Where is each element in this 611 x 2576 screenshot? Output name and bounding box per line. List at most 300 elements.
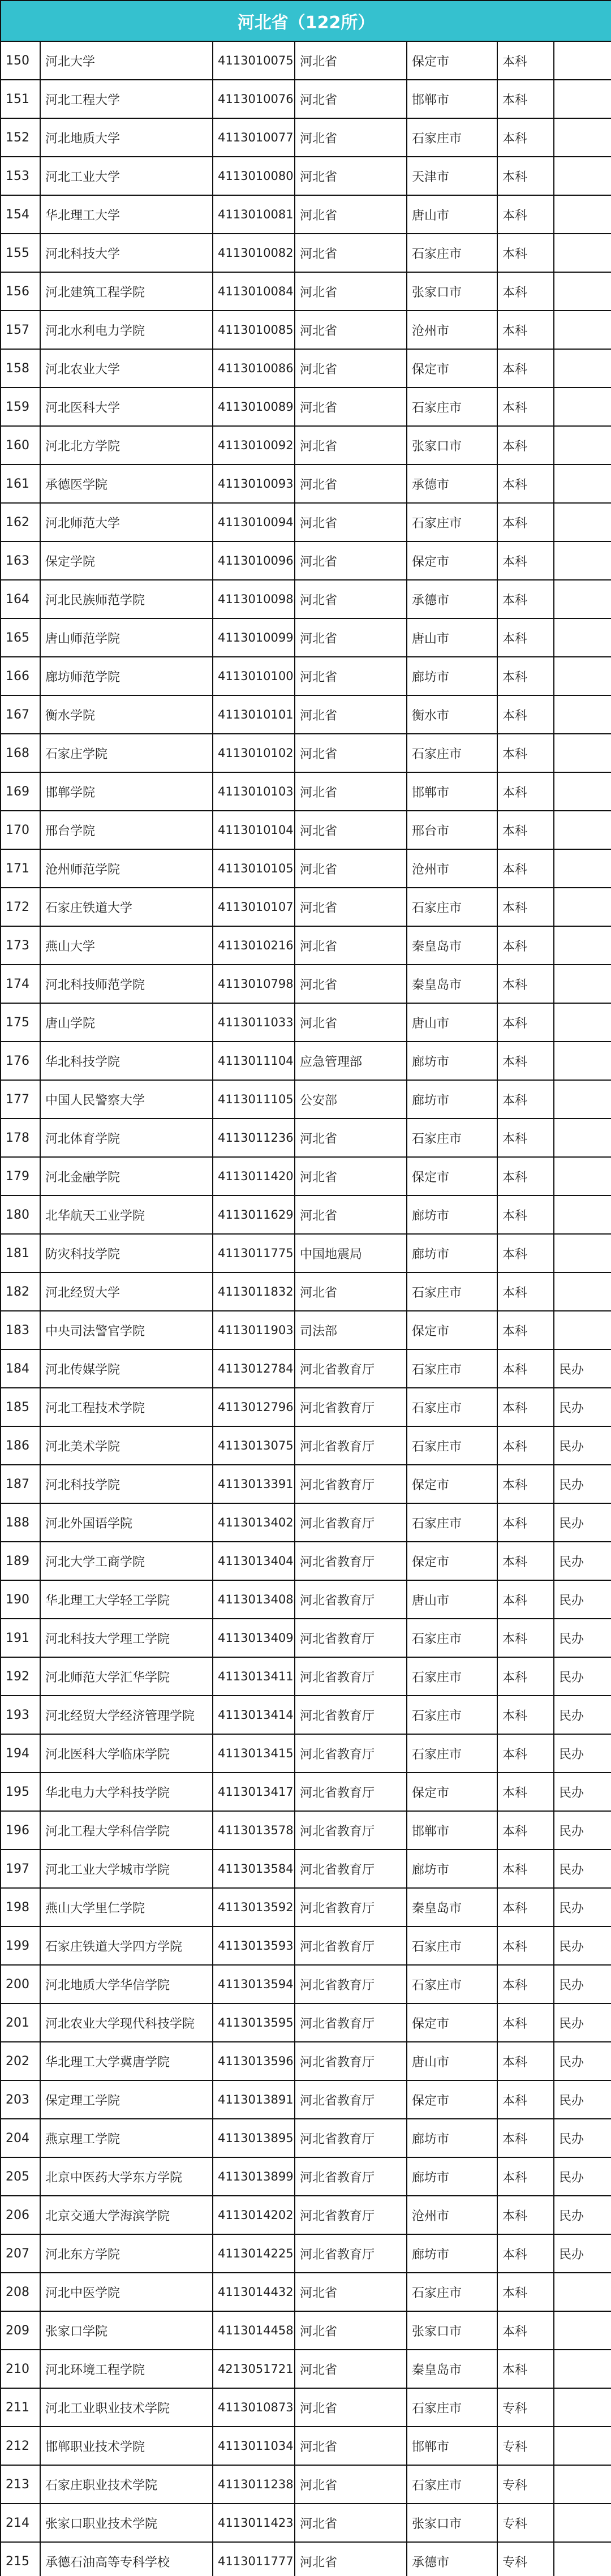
authority-cell: 河北省教育厅 xyxy=(295,1580,407,1619)
row-number-cell: 198 xyxy=(1,1888,40,1926)
school-code-cell: 4113011777 xyxy=(213,2542,295,2576)
level-cell: 本科 xyxy=(497,2119,554,2157)
remark-cell xyxy=(554,541,611,580)
authority-cell: 河北省教育厅 xyxy=(295,1696,407,1734)
table-row xyxy=(1,1773,611,1811)
authority-cell: 河北省教育厅 xyxy=(295,2042,407,2080)
remark-cell: 民办 xyxy=(554,1657,611,1696)
city-cell: 张家口市 xyxy=(407,2504,497,2542)
row-number-cell: 170 xyxy=(1,811,40,849)
city-cell: 廊坊市 xyxy=(407,2119,497,2157)
city-cell: 唐山市 xyxy=(407,1003,497,1042)
school-code-cell: 4113010102 xyxy=(213,734,295,772)
level-cell: 本科 xyxy=(497,657,554,695)
level-cell: 本科 xyxy=(497,1080,554,1119)
row-number-cell: 188 xyxy=(1,1503,40,1542)
school-name-cell: 张家口职业技术学院 xyxy=(40,2504,213,2542)
city-cell: 保定市 xyxy=(407,41,497,80)
city-cell: 沧州市 xyxy=(407,311,497,349)
authority-cell: 河北省 xyxy=(295,195,407,234)
authority-cell: 河北省教育厅 xyxy=(295,1888,407,1926)
school-code-cell: 4113013596 xyxy=(213,2042,295,2080)
authority-cell: 公安部 xyxy=(295,1080,407,1119)
city-cell: 唐山市 xyxy=(407,618,497,657)
authority-cell: 河北省 xyxy=(295,234,407,272)
table-row xyxy=(1,157,611,195)
row-number-cell: 167 xyxy=(1,695,40,734)
table-row xyxy=(1,41,611,80)
school-name-cell: 沧州师范学院 xyxy=(40,849,213,888)
level-cell: 本科 xyxy=(497,2234,554,2273)
city-cell: 唐山市 xyxy=(407,195,497,234)
table-row xyxy=(1,1965,611,2003)
authority-cell: 河北省 xyxy=(295,1195,407,1234)
table-row xyxy=(1,1542,611,1580)
city-cell: 唐山市 xyxy=(407,2042,497,2080)
table-row xyxy=(1,2003,611,2042)
city-cell: 石家庄市 xyxy=(407,388,497,426)
level-cell: 本科 xyxy=(497,388,554,426)
city-cell: 石家庄市 xyxy=(407,1734,497,1773)
school-code-cell: 4113010089 xyxy=(213,388,295,426)
city-cell: 张家口市 xyxy=(407,426,497,465)
remark-cell xyxy=(554,695,611,734)
remark-cell: 民办 xyxy=(554,1926,611,1965)
remark-cell: 民办 xyxy=(554,1542,611,1580)
authority-cell: 河北省 xyxy=(295,2465,407,2504)
authority-cell: 河北省 xyxy=(295,734,407,772)
remark-cell xyxy=(554,849,611,888)
table-row xyxy=(1,2311,611,2350)
row-number-cell: 215 xyxy=(1,2542,40,2576)
remark-cell xyxy=(554,2311,611,2350)
level-cell: 本科 xyxy=(497,1811,554,1850)
school-name-cell: 保定理工学院 xyxy=(40,2080,213,2119)
authority-cell: 河北省 xyxy=(295,2311,407,2350)
remark-cell xyxy=(554,426,611,465)
remark-cell: 民办 xyxy=(554,1850,611,1888)
school-code-cell: 4213051721 xyxy=(213,2350,295,2388)
city-cell: 石家庄市 xyxy=(407,503,497,541)
authority-cell: 河北省教育厅 xyxy=(295,2003,407,2042)
remark-cell: 民办 xyxy=(554,1773,611,1811)
remark-cell: 民办 xyxy=(554,1696,611,1734)
level-cell: 本科 xyxy=(497,1619,554,1657)
school-code-cell: 4113011423 xyxy=(213,2504,295,2542)
row-number-cell: 154 xyxy=(1,195,40,234)
level-cell: 本科 xyxy=(497,1580,554,1619)
city-cell: 张家口市 xyxy=(407,272,497,311)
school-name-cell: 邢台学院 xyxy=(40,811,213,849)
level-cell: 本科 xyxy=(497,157,554,195)
school-name-cell: 衡水学院 xyxy=(40,695,213,734)
school-name-cell: 北京交通大学海滨学院 xyxy=(40,2196,213,2234)
school-code-cell: 4113010092 xyxy=(213,426,295,465)
school-code-cell: 4113014202 xyxy=(213,2196,295,2234)
school-name-cell: 中国人民警察大学 xyxy=(40,1080,213,1119)
table-row xyxy=(1,1349,611,1388)
table-row xyxy=(1,1580,611,1619)
table-row xyxy=(1,1080,611,1119)
level-cell: 本科 xyxy=(497,1426,554,1465)
school-name-cell: 河北中医学院 xyxy=(40,2273,213,2311)
table-row xyxy=(1,2042,611,2080)
remark-cell: 民办 xyxy=(554,1388,611,1426)
level-cell: 本科 xyxy=(497,311,554,349)
table-row xyxy=(1,272,611,311)
authority-cell: 河北省 xyxy=(295,695,407,734)
school-name-cell: 燕山大学里仁学院 xyxy=(40,1888,213,1926)
remark-cell: 民办 xyxy=(554,2234,611,2273)
city-cell: 保定市 xyxy=(407,349,497,388)
level-cell: 本科 xyxy=(497,1465,554,1503)
city-cell: 保定市 xyxy=(407,1542,497,1580)
authority-cell: 河北省 xyxy=(295,2542,407,2576)
school-name-cell: 河北地质大学 xyxy=(40,118,213,157)
school-name-cell: 廊坊师范学院 xyxy=(40,657,213,695)
row-number-cell: 164 xyxy=(1,580,40,618)
school-name-cell: 河北大学 xyxy=(40,41,213,80)
authority-cell: 河北省 xyxy=(295,888,407,926)
remark-cell xyxy=(554,1003,611,1042)
school-code-cell: 4113013408 xyxy=(213,1580,295,1619)
city-cell: 石家庄市 xyxy=(407,118,497,157)
row-number-cell: 213 xyxy=(1,2465,40,2504)
school-name-cell: 北京中医药大学东方学院 xyxy=(40,2157,213,2196)
level-cell: 专科 xyxy=(497,2427,554,2465)
table-row xyxy=(1,1426,611,1465)
school-code-cell: 4113013411 xyxy=(213,1657,295,1696)
authority-cell: 河北省教育厅 xyxy=(295,1465,407,1503)
level-cell: 本科 xyxy=(497,272,554,311)
level-cell: 本科 xyxy=(497,1195,554,1234)
remark-cell: 民办 xyxy=(554,2196,611,2234)
remark-cell: 民办 xyxy=(554,1580,611,1619)
level-cell: 本科 xyxy=(497,2003,554,2042)
school-name-cell: 保定学院 xyxy=(40,541,213,580)
city-cell: 石家庄市 xyxy=(407,1926,497,1965)
school-code-cell: 4113013891 xyxy=(213,2080,295,2119)
remark-cell xyxy=(554,926,611,965)
school-code-cell: 4113010798 xyxy=(213,965,295,1003)
city-cell: 保定市 xyxy=(407,1773,497,1811)
authority-cell: 河北省 xyxy=(295,2273,407,2311)
remark-cell: 民办 xyxy=(554,1811,611,1850)
level-cell: 本科 xyxy=(497,1926,554,1965)
remark-cell xyxy=(554,888,611,926)
level-cell: 本科 xyxy=(497,772,554,811)
remark-cell xyxy=(554,272,611,311)
remark-cell xyxy=(554,2542,611,2576)
school-code-cell: 4113010082 xyxy=(213,234,295,272)
school-code-cell: 4113010099 xyxy=(213,618,295,657)
level-cell: 本科 xyxy=(497,1349,554,1388)
city-cell: 邯郸市 xyxy=(407,772,497,811)
school-name-cell: 河北东方学院 xyxy=(40,2234,213,2273)
school-name-cell: 河北科技师范学院 xyxy=(40,965,213,1003)
table-row xyxy=(1,734,611,772)
table-row xyxy=(1,888,611,926)
remark-cell xyxy=(554,580,611,618)
row-number-cell: 171 xyxy=(1,849,40,888)
school-name-cell: 河北农业大学现代科技学院 xyxy=(40,2003,213,2042)
city-cell: 保定市 xyxy=(407,1311,497,1349)
school-name-cell: 河北美术学院 xyxy=(40,1426,213,1465)
table-row xyxy=(1,1926,611,1965)
school-code-cell: 4113011104 xyxy=(213,1042,295,1080)
city-cell: 廊坊市 xyxy=(407,2157,497,2196)
city-cell: 石家庄市 xyxy=(407,734,497,772)
city-cell: 石家庄市 xyxy=(407,234,497,272)
remark-cell: 民办 xyxy=(554,1888,611,1926)
remark-cell: 民办 xyxy=(554,2119,611,2157)
remark-cell xyxy=(554,2504,611,2542)
school-code-cell: 4113010096 xyxy=(213,541,295,580)
city-cell: 秦皇岛市 xyxy=(407,1888,497,1926)
school-name-cell: 河北工程大学科信学院 xyxy=(40,1811,213,1850)
table-row xyxy=(1,1003,611,1042)
row-number-cell: 173 xyxy=(1,926,40,965)
authority-cell: 河北省 xyxy=(295,965,407,1003)
level-cell: 本科 xyxy=(497,41,554,80)
level-cell: 本科 xyxy=(497,195,554,234)
row-number-cell: 189 xyxy=(1,1542,40,1580)
table-row xyxy=(1,118,611,157)
table-row xyxy=(1,1465,611,1503)
row-number-cell: 185 xyxy=(1,1388,40,1426)
city-cell: 保定市 xyxy=(407,2080,497,2119)
remark-cell: 民办 xyxy=(554,1619,611,1657)
level-cell: 本科 xyxy=(497,1388,554,1426)
level-cell: 本科 xyxy=(497,1657,554,1696)
level-cell: 本科 xyxy=(497,2042,554,2080)
school-code-cell: 4113010084 xyxy=(213,272,295,311)
level-cell: 本科 xyxy=(497,1311,554,1349)
city-cell: 石家庄市 xyxy=(407,1349,497,1388)
city-cell: 石家庄市 xyxy=(407,1657,497,1696)
city-cell: 沧州市 xyxy=(407,2196,497,2234)
city-cell: 廊坊市 xyxy=(407,2234,497,2273)
remark-cell xyxy=(554,234,611,272)
school-name-cell: 石家庄学院 xyxy=(40,734,213,772)
level-cell: 本科 xyxy=(497,695,554,734)
row-number-cell: 175 xyxy=(1,1003,40,1042)
school-code-cell: 4113013578 xyxy=(213,1811,295,1850)
city-cell: 保定市 xyxy=(407,1465,497,1503)
city-cell: 石家庄市 xyxy=(407,1119,497,1157)
school-code-cell: 4113013899 xyxy=(213,2157,295,2196)
city-cell: 保定市 xyxy=(407,1157,497,1195)
level-cell: 专科 xyxy=(497,2542,554,2576)
authority-cell: 河北省 xyxy=(295,2350,407,2388)
level-cell: 本科 xyxy=(497,1003,554,1042)
table-row xyxy=(1,811,611,849)
school-code-cell: 4113011236 xyxy=(213,1119,295,1157)
row-number-cell: 195 xyxy=(1,1773,40,1811)
school-name-cell: 石家庄铁道大学 xyxy=(40,888,213,926)
city-cell: 石家庄市 xyxy=(407,2465,497,2504)
school-name-cell: 河北环境工程学院 xyxy=(40,2350,213,2388)
table-row xyxy=(1,541,611,580)
table-row xyxy=(1,2157,611,2196)
table-row xyxy=(1,1311,611,1349)
school-code-cell: 4113011420 xyxy=(213,1157,295,1195)
row-number-cell: 169 xyxy=(1,772,40,811)
school-name-cell: 河北北方学院 xyxy=(40,426,213,465)
row-number-cell: 183 xyxy=(1,1311,40,1349)
school-code-cell: 4113012784 xyxy=(213,1349,295,1388)
remark-cell: 民办 xyxy=(554,2003,611,2042)
remark-cell xyxy=(554,772,611,811)
row-number-cell: 161 xyxy=(1,465,40,503)
level-cell: 专科 xyxy=(497,2504,554,2542)
city-cell: 邢台市 xyxy=(407,811,497,849)
row-number-cell: 193 xyxy=(1,1696,40,1734)
school-name-cell: 河北科技学院 xyxy=(40,1465,213,1503)
authority-cell: 河北省 xyxy=(295,849,407,888)
city-cell: 秦皇岛市 xyxy=(407,2350,497,2388)
city-cell: 廊坊市 xyxy=(407,1042,497,1080)
table-row xyxy=(1,2350,611,2388)
authority-cell: 河北省教育厅 xyxy=(295,2157,407,2196)
level-cell: 本科 xyxy=(497,1696,554,1734)
authority-cell: 河北省教育厅 xyxy=(295,1811,407,1850)
authority-cell: 河北省 xyxy=(295,1157,407,1195)
table-row xyxy=(1,2542,611,2576)
authority-cell: 河北省 xyxy=(295,157,407,195)
row-number-cell: 150 xyxy=(1,41,40,80)
row-number-cell: 166 xyxy=(1,657,40,695)
school-name-cell: 邯郸学院 xyxy=(40,772,213,811)
table-row xyxy=(1,695,611,734)
row-number-cell: 205 xyxy=(1,2157,40,2196)
table-row xyxy=(1,1195,611,1234)
row-number-cell: 212 xyxy=(1,2427,40,2465)
level-cell: 本科 xyxy=(497,580,554,618)
authority-cell: 河北省教育厅 xyxy=(295,1657,407,1696)
city-cell: 廊坊市 xyxy=(407,1080,497,1119)
table-row xyxy=(1,426,611,465)
table-row xyxy=(1,1850,611,1888)
level-cell: 本科 xyxy=(497,926,554,965)
table-row xyxy=(1,1696,611,1734)
level-cell: 本科 xyxy=(497,503,554,541)
row-number-cell: 179 xyxy=(1,1157,40,1195)
level-cell: 本科 xyxy=(497,349,554,388)
school-name-cell: 承德医学院 xyxy=(40,465,213,503)
school-code-cell: 4113010216 xyxy=(213,926,295,965)
authority-cell: 河北省 xyxy=(295,118,407,157)
school-code-cell: 4113014225 xyxy=(213,2234,295,2273)
table-row xyxy=(1,580,611,618)
city-cell: 廊坊市 xyxy=(407,1195,497,1234)
level-cell: 本科 xyxy=(497,888,554,926)
authority-cell: 河北省教育厅 xyxy=(295,1388,407,1426)
school-code-cell: 4113010093 xyxy=(213,465,295,503)
level-cell: 专科 xyxy=(497,2388,554,2427)
level-cell: 本科 xyxy=(497,1542,554,1580)
row-number-cell: 156 xyxy=(1,272,40,311)
row-number-cell: 186 xyxy=(1,1426,40,1465)
row-number-cell: 190 xyxy=(1,1580,40,1619)
level-cell: 本科 xyxy=(497,1888,554,1926)
level-cell: 本科 xyxy=(497,80,554,118)
table-row xyxy=(1,80,611,118)
table-row xyxy=(1,2388,611,2427)
remark-cell xyxy=(554,965,611,1003)
table-row xyxy=(1,2273,611,2311)
table-row xyxy=(1,926,611,965)
remark-cell: 民办 xyxy=(554,2157,611,2196)
remark-cell xyxy=(554,1042,611,1080)
authority-cell: 河北省 xyxy=(295,503,407,541)
authority-cell: 河北省 xyxy=(295,657,407,695)
school-name-cell: 华北科技学院 xyxy=(40,1042,213,1080)
table-body xyxy=(1,41,611,2576)
school-name-cell: 河北建筑工程学院 xyxy=(40,272,213,311)
remark-cell xyxy=(554,734,611,772)
city-cell: 承德市 xyxy=(407,580,497,618)
row-number-cell: 160 xyxy=(1,426,40,465)
table-row xyxy=(1,1234,611,1272)
school-code-cell: 4113010075 xyxy=(213,41,295,80)
remark-cell xyxy=(554,80,611,118)
remark-cell: 民办 xyxy=(554,2080,611,2119)
remark-cell xyxy=(554,311,611,349)
remark-cell xyxy=(554,1195,611,1234)
school-name-cell: 北华航天工业学院 xyxy=(40,1195,213,1234)
table-title-row xyxy=(1,1,611,41)
level-cell: 本科 xyxy=(497,1503,554,1542)
school-code-cell: 4113010085 xyxy=(213,311,295,349)
row-number-cell: 151 xyxy=(1,80,40,118)
level-cell: 本科 xyxy=(497,465,554,503)
authority-cell: 河北省 xyxy=(295,580,407,618)
row-number-cell: 197 xyxy=(1,1850,40,1888)
remark-cell xyxy=(554,503,611,541)
row-number-cell: 208 xyxy=(1,2273,40,2311)
city-cell: 石家庄市 xyxy=(407,1388,497,1426)
authority-cell: 河北省 xyxy=(295,541,407,580)
school-code-cell: 4113010873 xyxy=(213,2388,295,2427)
table-row xyxy=(1,1657,611,1696)
row-number-cell: 153 xyxy=(1,157,40,195)
city-cell: 天津市 xyxy=(407,157,497,195)
row-number-cell: 204 xyxy=(1,2119,40,2157)
table-row xyxy=(1,1157,611,1195)
school-name-cell: 华北理工大学冀唐学院 xyxy=(40,2042,213,2080)
table-row xyxy=(1,234,611,272)
school-name-cell: 河北农业大学 xyxy=(40,349,213,388)
school-name-cell: 防灾科技学院 xyxy=(40,1234,213,1272)
level-cell: 本科 xyxy=(497,2157,554,2196)
remark-cell xyxy=(554,657,611,695)
row-number-cell: 174 xyxy=(1,965,40,1003)
school-code-cell: 4113013417 xyxy=(213,1773,295,1811)
authority-cell: 河北省教育厅 xyxy=(295,2080,407,2119)
authority-cell: 河北省 xyxy=(295,311,407,349)
row-number-cell: 165 xyxy=(1,618,40,657)
school-code-cell: 4113013895 xyxy=(213,2119,295,2157)
table-row xyxy=(1,349,611,388)
school-name-cell: 河北外国语学院 xyxy=(40,1503,213,1542)
row-number-cell: 155 xyxy=(1,234,40,272)
level-cell: 本科 xyxy=(497,426,554,465)
school-code-cell: 4113013584 xyxy=(213,1850,295,1888)
school-code-cell: 4113014458 xyxy=(213,2311,295,2350)
city-cell: 衡水市 xyxy=(407,695,497,734)
school-code-cell: 4113013391 xyxy=(213,1465,295,1503)
